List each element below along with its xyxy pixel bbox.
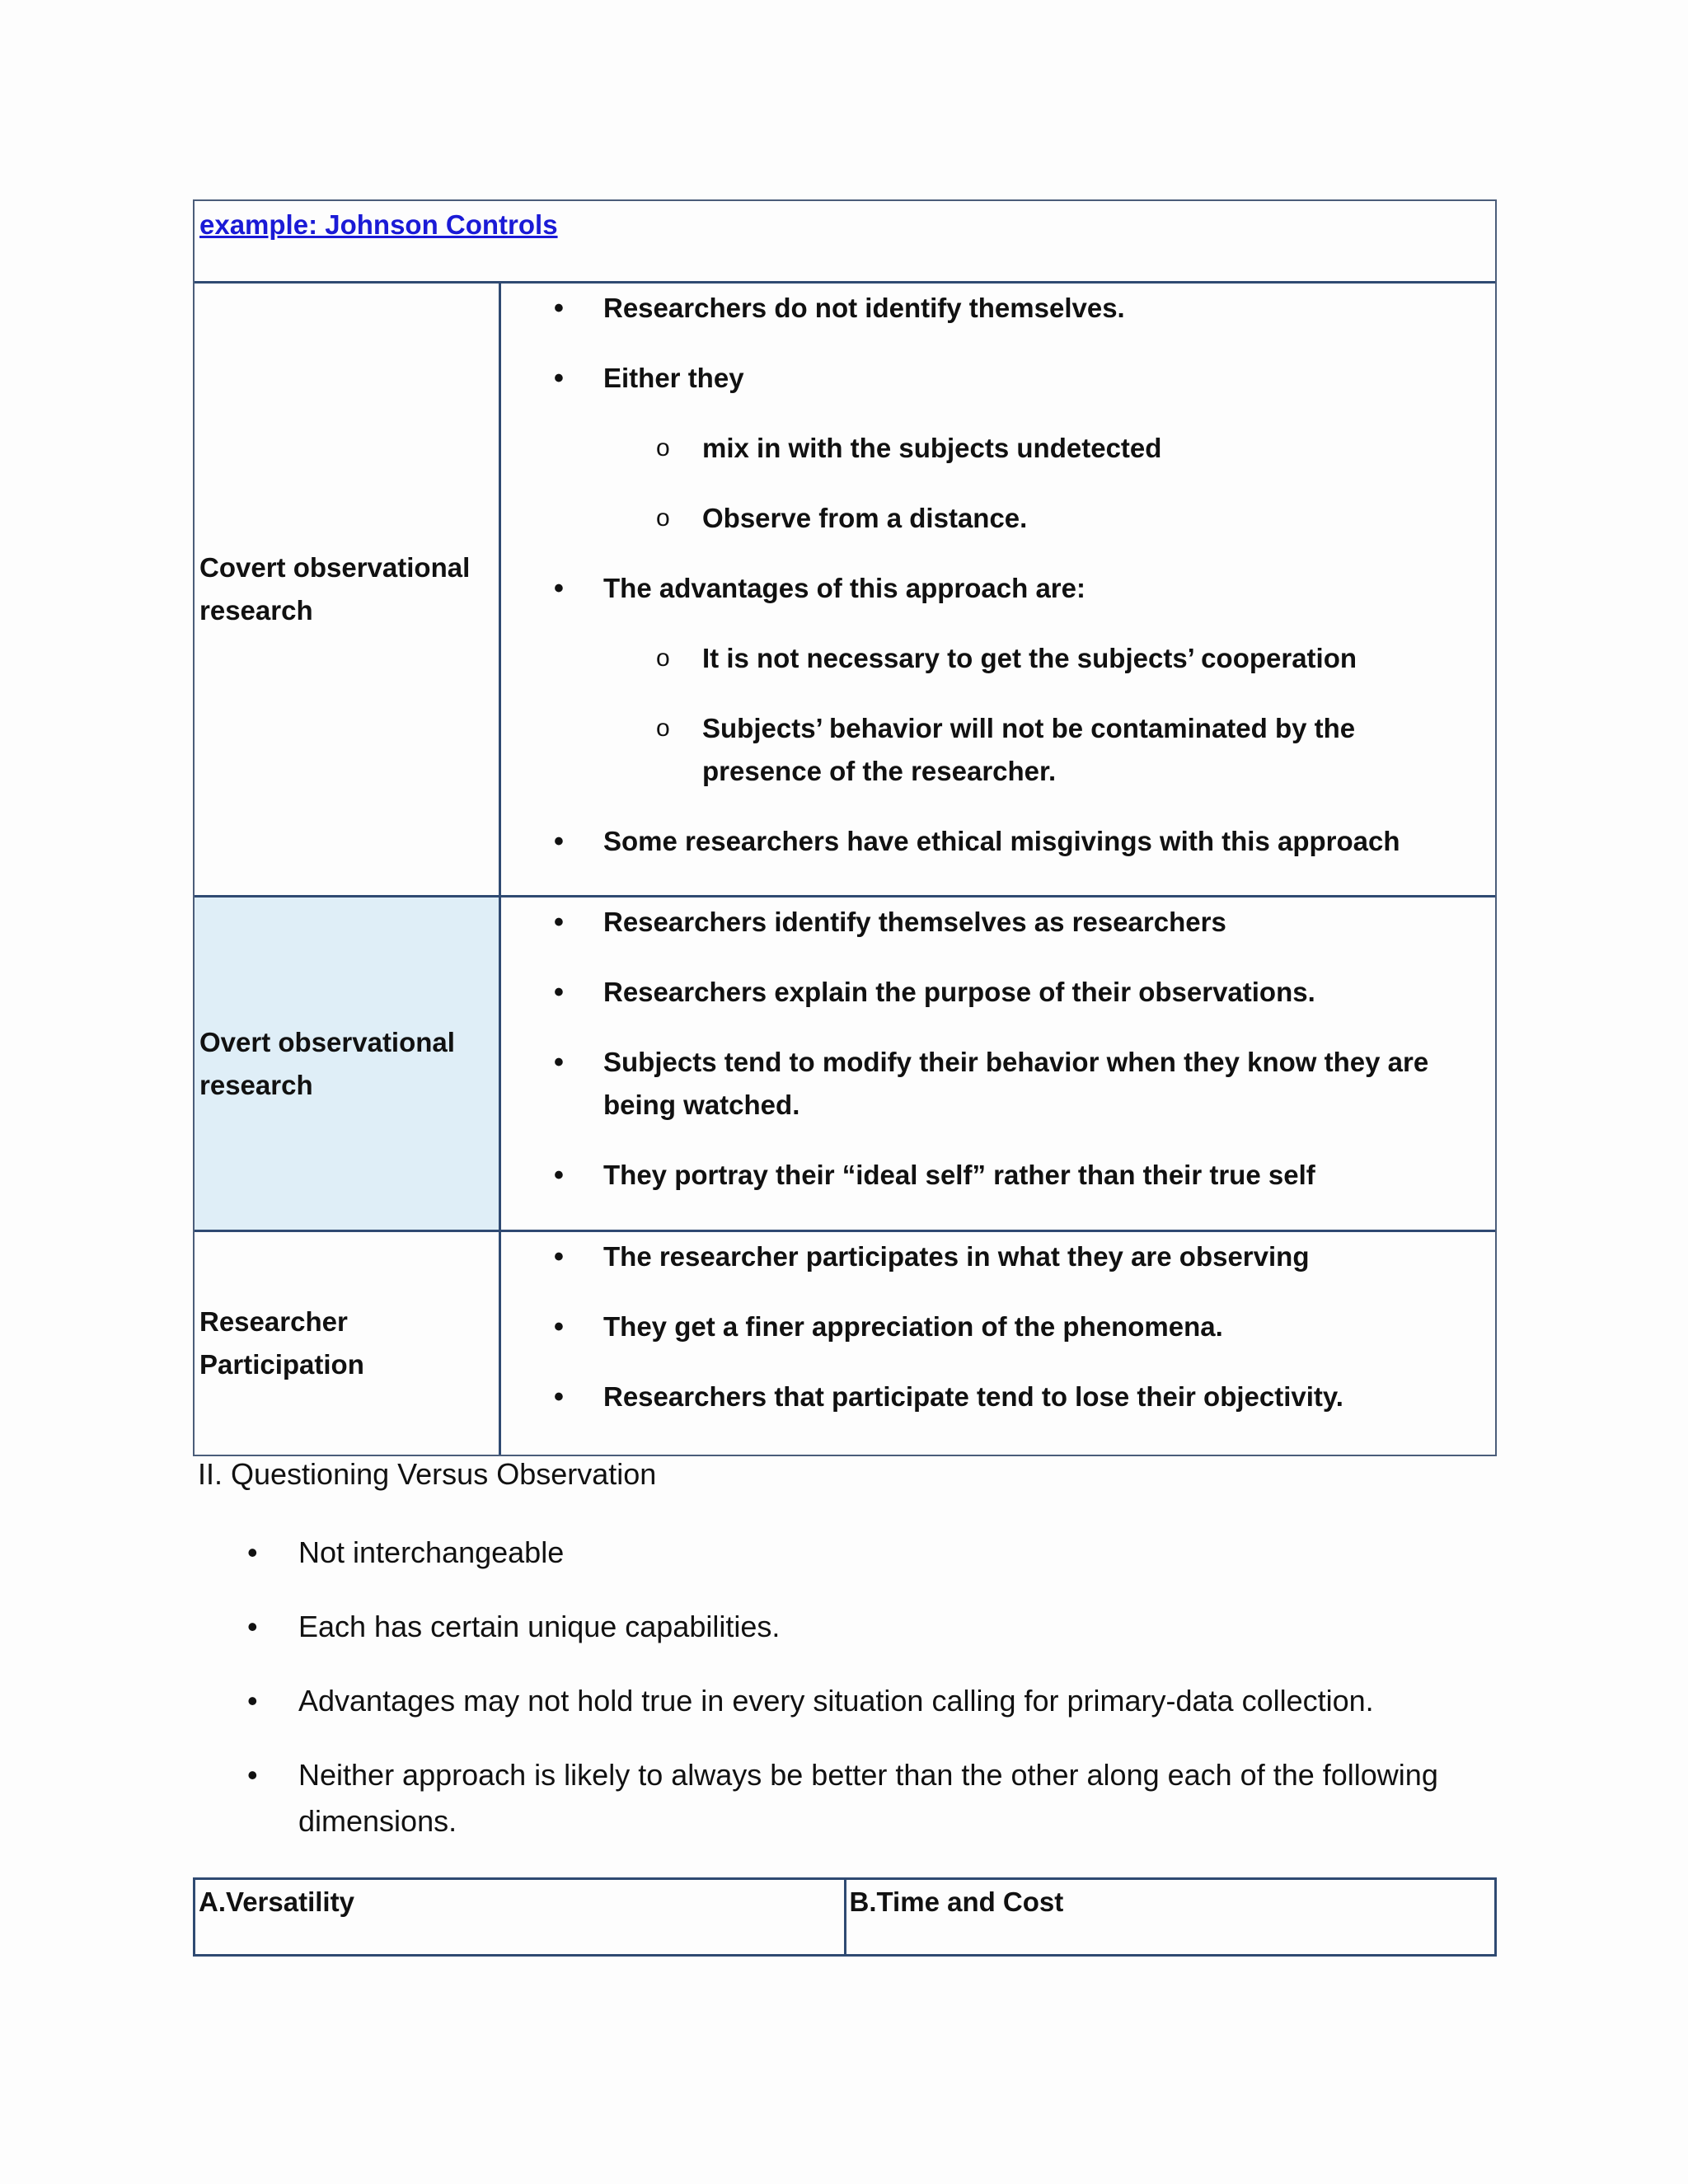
sub-list-item: o It is not necessary to get the subjects’ cooperation: [501, 637, 1495, 680]
label-line: Overt observational: [199, 1026, 455, 1057]
overt-research-content: [501, 898, 1495, 1230]
section-bullet-list: [198, 1530, 1500, 1872]
observation-types-table: [193, 199, 1497, 1456]
list-item: • Researchers do not identify themselves.: [501, 287, 1495, 330]
list-item: • The researcher participates in what they are observing: [501, 1235, 1495, 1278]
label-line: Researcher: [199, 1306, 348, 1337]
covert-research-content: [501, 284, 1495, 895]
participation-row: [195, 1232, 1495, 1455]
sub-list-item: o Observe from a distance.: [501, 497, 1495, 540]
table-header-row: [195, 201, 1495, 284]
participation-content: [501, 1232, 1495, 1455]
list-item: • Each has certain unique capabilities.: [198, 1604, 1500, 1650]
list-item: • Researchers that participate tend to lose their objectivity.: [501, 1376, 1495, 1418]
list-item: • Not interchangeable: [198, 1530, 1500, 1576]
label-line: research: [199, 1069, 313, 1100]
list-item: • Subjects tend to modify their behavior when they know they are being watched.: [501, 1041, 1495, 1127]
versatility-cell: A.Versatility: [195, 1880, 846, 1954]
overt-research-row: [195, 898, 1495, 1232]
covert-research-row: [195, 284, 1495, 898]
sub-list-item: o mix in with the subjects undetected: [501, 427, 1495, 470]
list-item: • They get a finer appreciation of the phenomena.: [501, 1305, 1495, 1348]
list-item: • Researchers identify themselves as researchers: [501, 901, 1495, 944]
list-item: • Advantages may not hold true in every situation calling for primary-data collection.: [198, 1678, 1500, 1724]
participation-label: [195, 1232, 501, 1455]
list-item: • Some researchers have ethical misgivings with this approach: [501, 820, 1495, 863]
label-line: Covert observational: [199, 552, 471, 583]
sub-list-item: o Subjects’ behavior will not be contaminated by the presence of the researcher.: [501, 707, 1495, 793]
dimensions-table: [193, 1877, 1497, 1957]
johnson-controls-link[interactable]: example: Johnson Controls: [199, 209, 558, 240]
section-heading: II. Questioning Versus Observation: [198, 1457, 657, 1491]
list-item: • The advantages of this approach are:: [501, 567, 1495, 610]
list-item: • Either they: [501, 357, 1495, 400]
overt-research-label: [195, 898, 501, 1230]
label-line: Participation: [199, 1349, 364, 1380]
list-item: • They portray their “ideal self” rather than their true self: [501, 1154, 1495, 1197]
label-line: research: [199, 595, 313, 626]
time-cost-cell: B.Time and Cost: [849, 1886, 1064, 1917]
list-item: • Researchers explain the purpose of their observations.: [501, 971, 1495, 1014]
list-item: • Neither approach is likely to always be better than the other along each of the following dimensions.: [198, 1752, 1500, 1844]
covert-research-label: [195, 284, 501, 895]
